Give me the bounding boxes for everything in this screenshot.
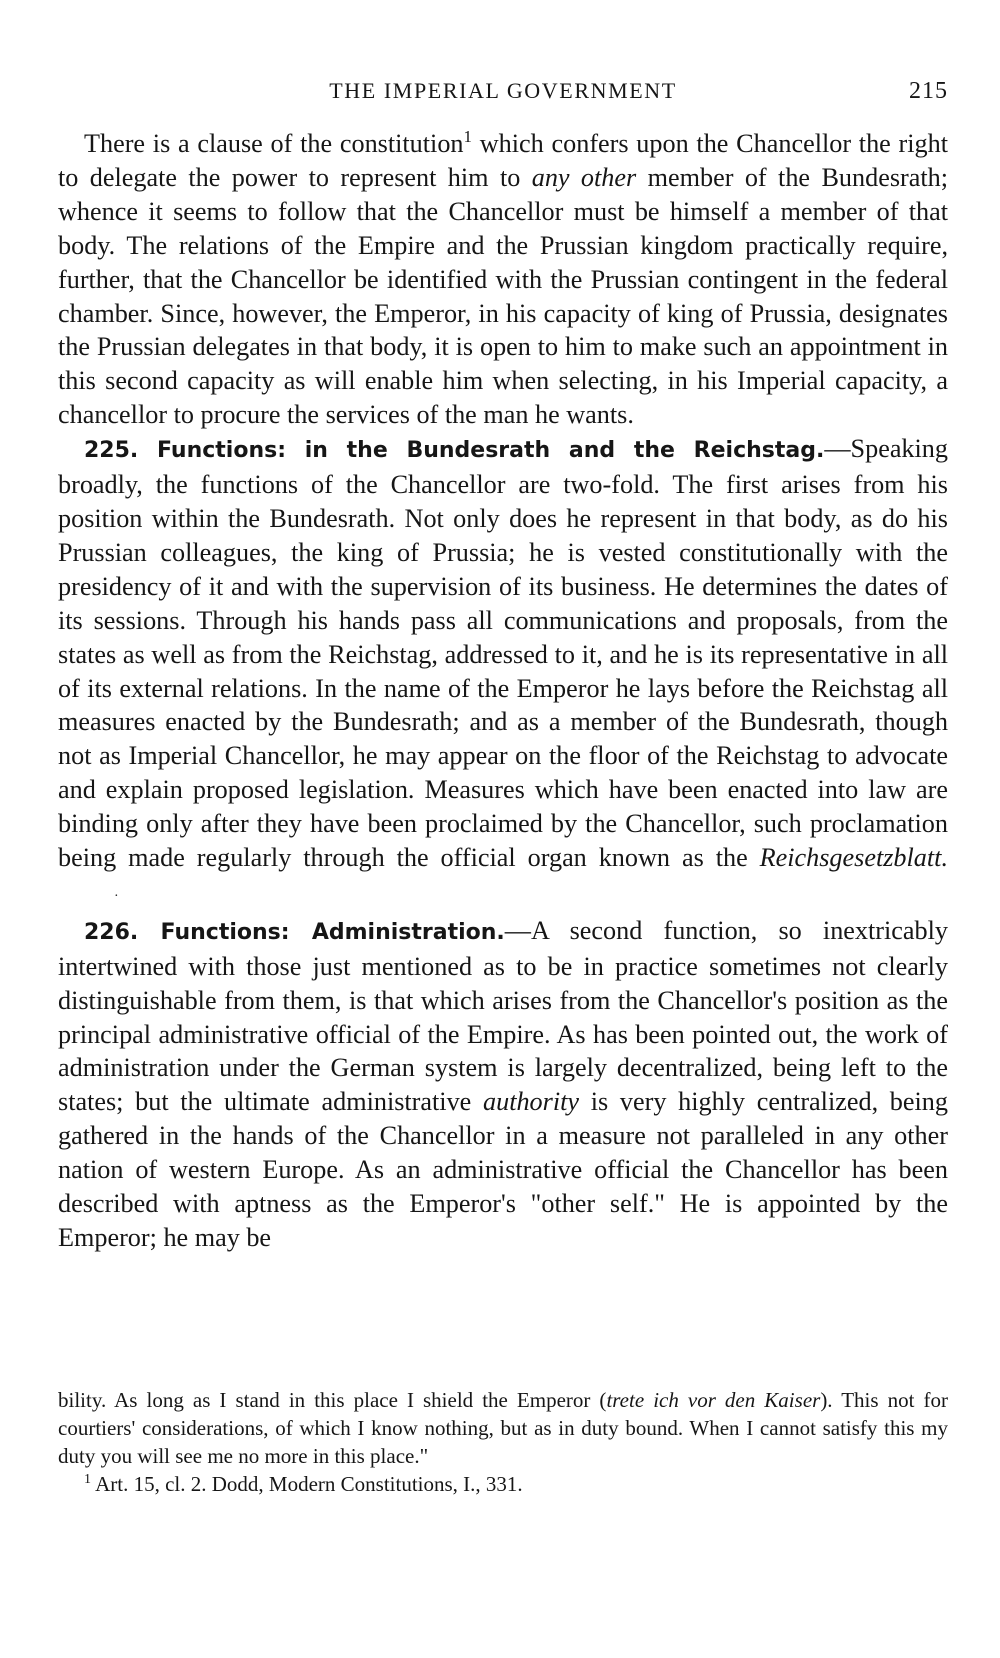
section-226-text-a: —A second function, so inextricably intertwined with those just mentioned as to be in practice sometimes not clearly distinguishable from them, is that which arises from the Chancellor's position as the principal administrative official of the Empire. As has been pointed out, the work of administration under the German system is largely decentralized, being left to the states; but the ultimate administrative bbox=[58, 915, 948, 1117]
running-title: THE IMPERIAL GOVERNMENT bbox=[329, 78, 677, 103]
paragraph-1-text-a: There is a clause of the constitution bbox=[84, 129, 464, 158]
page-number: 215 bbox=[909, 78, 948, 104]
section-225-heading: 225. Functions: in the Bundesrath and the Reichstag. bbox=[84, 438, 825, 464]
paragraph-1-text-c: member of the Bundesrath; whence it seems to follow that the Chancellor must be himself a member of that body. The relations of the Empire and the Prussian kingdom practically require, further, that the Chancellor be identified with the Prussian contingent in the federal chamber. Since, however, the Emperor, in his capacity of king of Prussia, designates the Prussian delegates in that body, it is open to him to make such an appointment in this second capacity as will enable him when selecting, in his Imperial capacity, a chancellor to procure the services of the man he wants. bbox=[58, 162, 948, 430]
footnote-ref-1: 1 bbox=[463, 127, 473, 146]
section-225-text: —Speaking broadly, the functions of the Chancellor are two-fold. The first arises from his position within the Bundesrath. Not only does he represent in that body, as do his Prussian colleagues, the king of Prussia; he is vested constitutionally with the presidency of it and with the supervision of its business. He determines the dates of its sessions. Through his hands pass all communications and proposals, from the states as well as from the Reichstag, addressed to it, and he is its representative in all of its external relations. In the name of the Emperor he lays before the Reichstag all measures enacted by the Bundesrath; and as a member of the Bundesrath, though not as Imperial Chancellor, he may appear on the floor of the Reichstag to advocate and explain proposed legislation. Measures which have been enacted into law are binding only after they have been proclaimed by the Chancellor, such proclamation being made regularly through the official organ known as the bbox=[58, 434, 948, 873]
section-225-emphasis: Reichsgesetzblatt. bbox=[759, 843, 948, 873]
paragraph-constitution-clause bbox=[58, 127, 948, 432]
footnote-1-marker: 1 bbox=[84, 1472, 91, 1487]
section-226-heading: 226. Functions: Administration. bbox=[84, 919, 505, 945]
footnote-continuation-text-a: bility. As long as I stand in this place I shield the Emperor ( bbox=[58, 1388, 607, 1412]
footnote-continuation bbox=[58, 1386, 948, 1470]
running-head bbox=[58, 78, 948, 108]
footnote-continuation-emphasis: trete ich vor den Kaiser bbox=[606, 1388, 821, 1412]
paragraph-1-text-b: which confers upon the Chancellor the right to delegate the power to represent him to bbox=[58, 129, 948, 192]
section-226-text-b: is very highly centralized, being gathered in the hands of the Chancellor in a measure not paralleled in any other nation of western Europe. As an administrative official the Chancellor has been described with aptness as the Emperor's "other self." He is appointed by the Emperor; he may be bbox=[58, 1087, 948, 1252]
body-text bbox=[58, 127, 948, 1255]
section-226 bbox=[58, 914, 948, 1255]
paragraph-1-emphasis: any other bbox=[531, 162, 637, 192]
footnote-continuation-text-b: ). This not for courtiers' considerations, of which I know nothing, but as in duty bound. When I cannot satisfy this my duty you will see me no more in this place." bbox=[58, 1388, 948, 1468]
footnote-1 bbox=[58, 1470, 948, 1498]
stray-mark: · bbox=[114, 888, 119, 904]
section-226-emphasis: authority bbox=[483, 1087, 580, 1117]
footnote-1-text: Art. 15, cl. 2. Dodd, Modern Constitutions, I., 331. bbox=[91, 1472, 523, 1496]
footnotes bbox=[58, 1386, 948, 1498]
section-225 bbox=[58, 432, 948, 914]
